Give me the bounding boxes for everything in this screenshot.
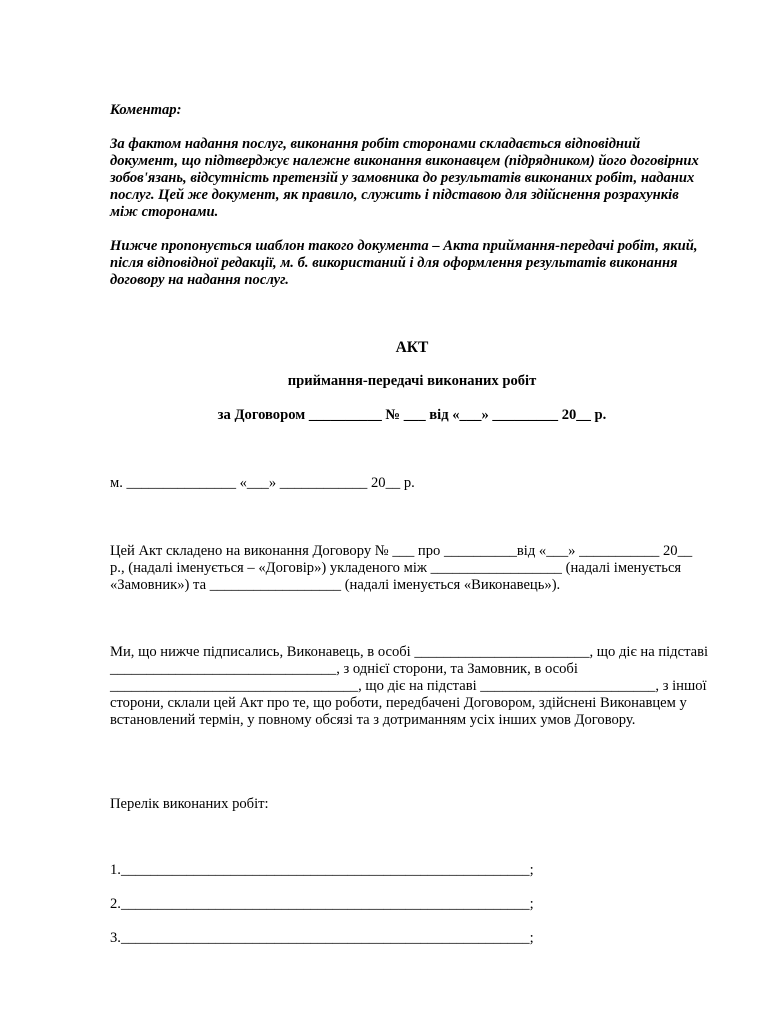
- works-item-3: 3.________________________________________________________;: [110, 930, 534, 946]
- comment-heading: Коментар:: [110, 102, 182, 118]
- works-heading: Перелік виконаних робіт:: [110, 796, 269, 812]
- comment-paragraph-1: За фактом надання послуг, виконання робіт сторонами складається відповідний документ, що підтверджує належне виконання виконавцем (підрядником) його договірних зобов'язань, відсутність претензій у замовника до результатів виконаних робіт, наданих послуг. Цей же документ, як правило, служить і підставою для здійснення розрахунків між сторонами.: [110, 136, 699, 220]
- intro-paragraph: Цей Акт складено на виконання Договору № ___ про __________від «___» ___________ 20__ р., (надалі іменується – «Договір») укладеного між __________________ (надалі іменується «Замовник») та __________________ (надалі іменується «Виконавець»).: [110, 543, 693, 593]
- act-contract-line: за Договором __________ № ___ від «___» _________ 20__ р.: [217, 407, 607, 423]
- works-item-2: 2.________________________________________________________;: [110, 896, 534, 912]
- parties-paragraph: Ми, що нижче підписались, Виконавець, в особі ________________________, що діє на підставі _______________________________, з однієї сторони, та Замовник, в особі __________________________________, що діє на підставі ________________________, з іншої сторони, склали цей Акт про те, що роботи, передбачені Договором, здійснені Виконавцем у встановлений термін, у повному обсязі та з дотриманням усіх інших умов Договору.: [110, 644, 709, 728]
- comment-paragraph-2: Нижче пропонується шаблон такого документа – Акта приймання-передачі робіт, який, після відповідної редакції, м. б. використаний і для оформлення результатів виконання договору на надання послуг.: [110, 238, 698, 288]
- act-subtitle: приймання-передачі виконаних робіт: [287, 373, 537, 389]
- works-item-1: 1.________________________________________________________;: [110, 862, 534, 878]
- place-date-line: м. _______________ «___» ____________ 20__ р.: [110, 475, 415, 491]
- act-title: АКТ: [395, 339, 429, 356]
